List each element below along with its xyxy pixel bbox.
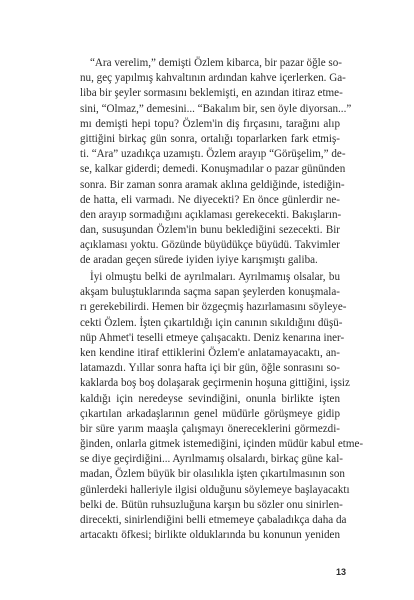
text-line: se, kalkar giderdi; demedi. Konuşmadılar o pazar gününden (80, 163, 346, 176)
text-line: de hatta, eli varmadı. Ne diyecekti? En önce günlerdir ne- (80, 193, 340, 206)
text-line: direcekti, sinirlendiğini belli etmemeye çabaladıkça daha da (80, 514, 347, 526)
text-line: ti. “Ara” uzadıkça uzamıştı. Özlem arayıp “Görüşelim,” de- (80, 148, 346, 161)
text-line: günlerdeki halleriyle ilgisi olduğunu söylemeye başlayacaktı (80, 483, 350, 496)
text-line: ken kendine itiraf ettiklerini Özlem'e anlatamayacaktı, an- (80, 346, 340, 359)
text-line: gittiğini birkaç gün sonra, ortalığı toparlarken fark etmiş- (80, 132, 340, 145)
text-line: ğinden, onlarla gitmek istemediğini, içinden müdür kabul etme- (80, 438, 364, 451)
text-line: bir süre yarım maaşla çalışmayı önereceklerini görmezdi- (80, 422, 340, 435)
text-line: dan, susuşundan Özlem'in bunu beklediğini sezecekti. Bir (80, 224, 340, 237)
text-line: İyi olmuştu belki de ayrılmaları. Ayrılmamış olsalar, bu (90, 271, 340, 283)
text-line: madan, Özlem büyük bir olasılıkla işten çıkartılmasının son (80, 468, 345, 481)
text-line: açıklaması yoktu. Gözünde büyüdükçe büyüdü. Takvimler (80, 239, 340, 252)
text-line: akşam buluştuklarında saçma sapan şeylerden konuşmala- (80, 286, 340, 299)
text-line: sini, “Olmaz,” demesini... “Bakalım bir, sen öyle diyorsan...” (80, 102, 352, 115)
text-line: nu, geç yapılmış kahvaltının ardından kahve içerlerken. Ga- (80, 72, 346, 85)
text-line: belki de. Bütün ruhsuzluğuna karşın bu sözler onu sinirlen- (80, 498, 343, 511)
text-line: den arayıp sormadığını açıklaması gerekecekti. Bakışların- (80, 208, 342, 221)
text-line: çıkartılan arkadaşlarının genel müdürle görüşmeye gidip (80, 407, 340, 420)
text-line: cekti Özlem. İşten çıkartıldığı için canının sıkıldığını düşü- (80, 316, 343, 329)
paragraph-2 (80, 270, 364, 543)
text-line: latamazdı. Yıllar sonra hafta içi bir gün, öğle sonrasını so- (80, 362, 340, 375)
text-line: kaklarda boş boş dolaşarak geçirmenin hoşuna gittiğini, işsiz (80, 377, 350, 390)
text-line: rı gerekebilirdi. Hemen bir özgeçmiş hazırlamasını söyleye- (80, 301, 347, 314)
text-line: kaldığı için neredeyse sevindiğini, onunla birlikte işten (80, 392, 340, 405)
text-line: “Ara verelim,” demişti Özlem kibarca, bir pazar öğle so- (90, 57, 342, 69)
text-line: artacaktı öfkesi; birlikte olduklarında bu konunun yeniden (80, 529, 340, 542)
page-number: 13 (335, 567, 346, 577)
text-line: de aradan geçen sürede iyiden iyiye karışmıştı galiba. (80, 254, 318, 267)
text-line: nüp Ahmet'i teselli etmeye çalışacaktı. Deniz kenarına iner- (80, 331, 345, 344)
paragraph-1 (80, 56, 352, 269)
text-line: sonra. Bir zaman sonra aramak aklına geldiğinde, istediğin- (80, 178, 345, 191)
text-line: liba bir şeyler sormasını beklemişti, en azından itiraz etme- (80, 87, 343, 100)
text-line: mı demişti hepi topu? Özlem'in diş fırçasını, tarağını alıp (80, 117, 340, 130)
text-line: se diye geçirdiğini... Ayrılmamış olsalardı, birkaç güne kal- (80, 453, 344, 466)
